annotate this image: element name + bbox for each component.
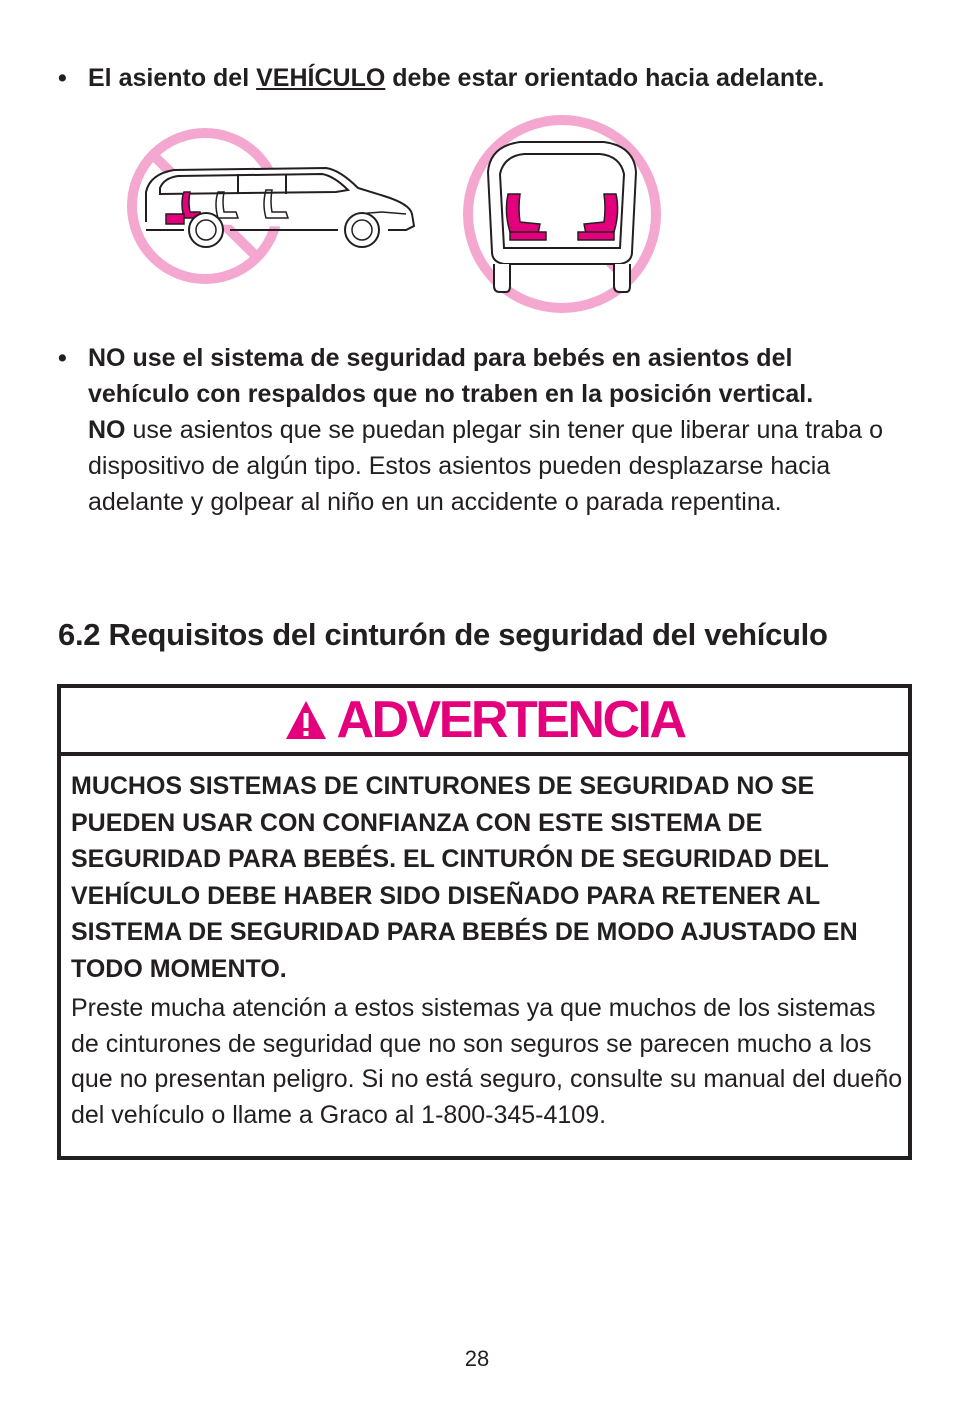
item1-before: El asiento del: [88, 64, 257, 92]
warning-box: [57, 684, 912, 1160]
warning-header: [61, 688, 908, 756]
item2-bold-line2: vehículo con respaldos que no traben en la posición vertical.: [88, 380, 814, 408]
item-vehicle-forward: [88, 60, 918, 96]
item2-plain: use asientos que se puedan plegar sin tener que liberar una traba o dispositivo de algún tipo. Estos asientos pueden desplazarse hacia adelante y golpear al niño en un accidente o parada repentina.: [88, 416, 883, 516]
side-facing-car-seat-prohibited-icon: [126, 122, 426, 294]
item2-no-word: NO: [88, 416, 126, 444]
rear-facing-car-seat-prohibited-icon: [460, 112, 664, 316]
bullet-marker: •: [58, 344, 67, 372]
item1-underlined: VEHÍCULO: [256, 64, 386, 92]
warning-bold-text: MUCHOS SISTEMAS DE CINTURONES DE SEGURIDAD NO SE PUEDEN USAR CON CONFIANZA CON ESTE SISTEMA DE SEGURIDAD PARA BEBÉS. EL CINTURÓN DE SEGURIDAD DEL VEHÍCULO DEBE HABER SIDO DISEÑADO PARA RETENER AL SISTEMA DE SEGURIDAD PARA BEBÉS DE MODO AJUSTADO EN TODO MOMENTO.: [71, 772, 858, 983]
warning-triangle-icon: [284, 699, 328, 741]
warning-title: ADVERTENCIA: [336, 691, 685, 749]
item1-after: debe estar orientado hacia adelante.: [385, 64, 825, 92]
item-seatback-lock: [88, 340, 918, 520]
bullet-marker: •: [58, 64, 67, 92]
page-number: 28: [464, 1346, 490, 1371]
item2-bold-line1: NO use el sistema de seguridad para bebés en asientos del: [88, 344, 793, 372]
warning-plain-text: Preste mucha atención a estos sistemas ya que muchos de los sistemas de cinturones de seguridad que no son seguros se parecen mucho a los que no presentan peligro. Si no está seguro, consulte su manual del dueño del vehículo o llame a Graco al 1-800-345-4109.: [71, 994, 903, 1129]
section-heading: 6.2 Requisitos del cinturón de seguridad del vehículo: [58, 617, 828, 652]
